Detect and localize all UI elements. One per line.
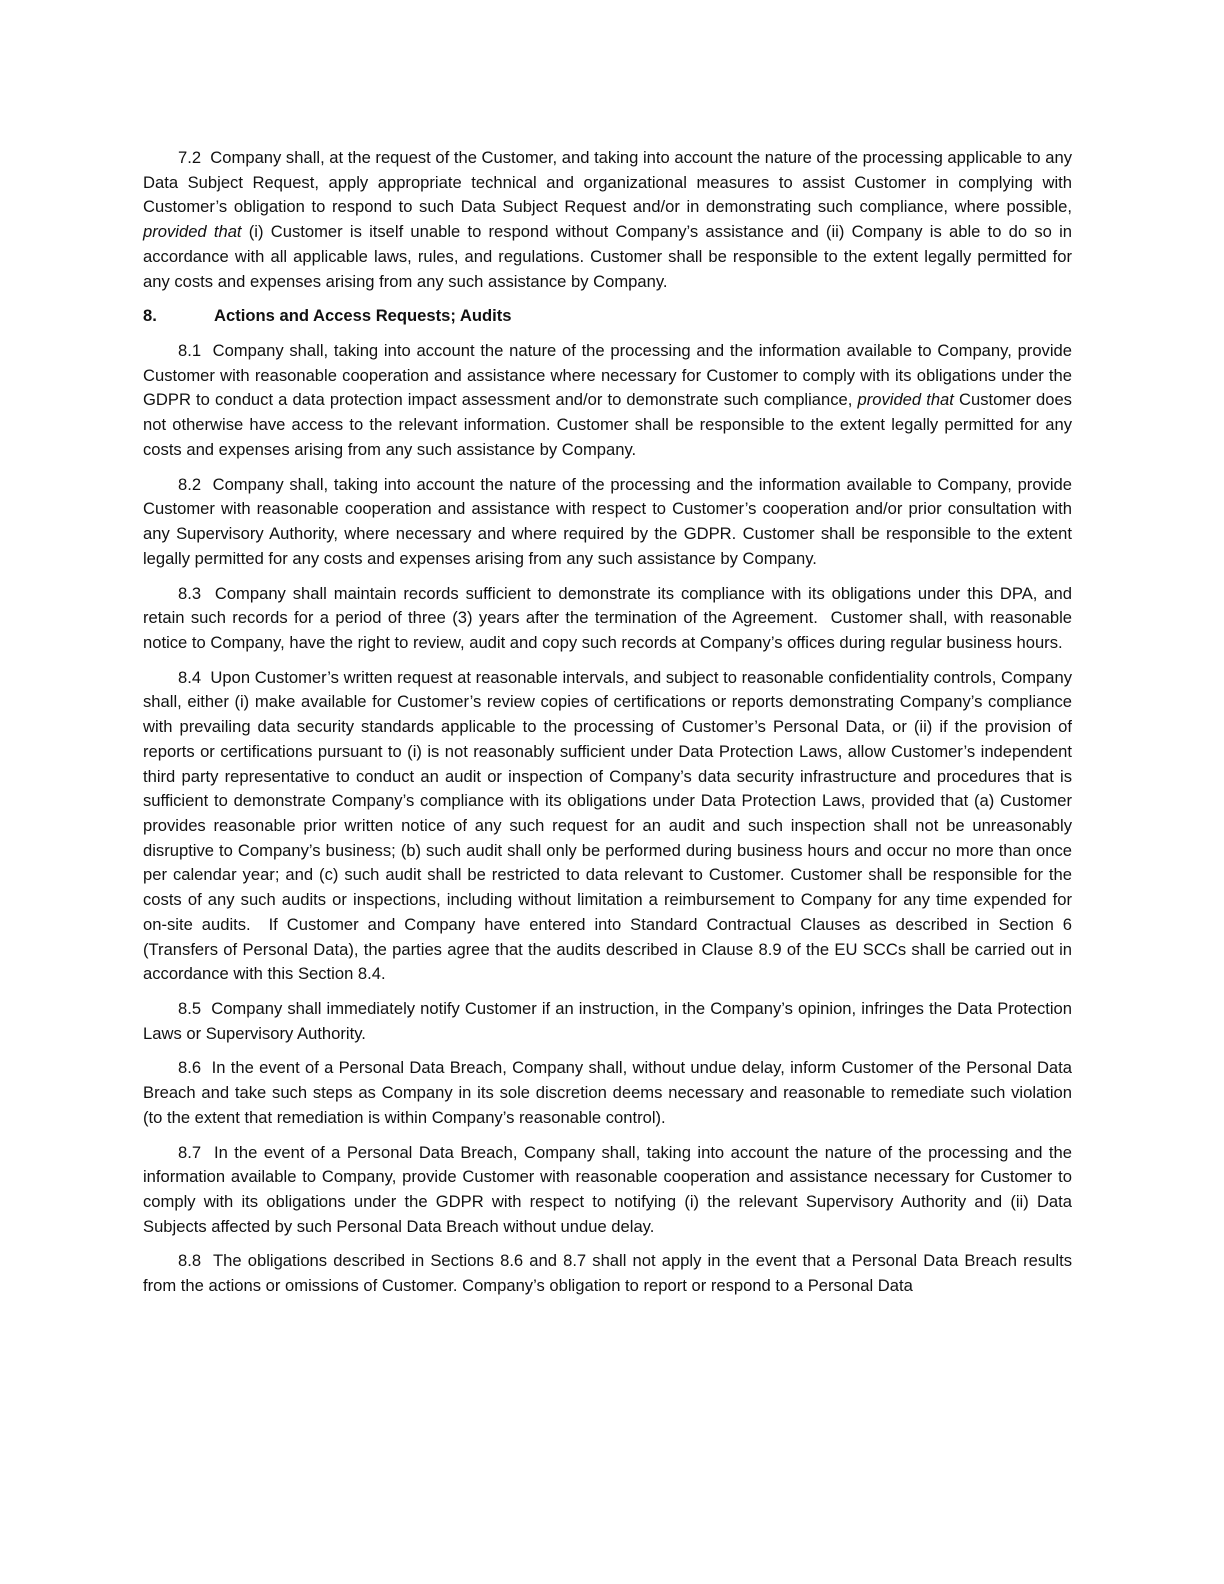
body-text: 8.2 Company shall, taking into account the nature of the processing and the information available to Company, provide Customer with reasonable cooperation and assistance with respect to Customer’s cooperation and/or prior consultation with any Supervisory Authority, where necessary and where required by the GDPR. Customer shall be responsible to the extent legally permitted for any costs and expenses arising from any such assistance by Company. (143, 474, 1072, 568)
body-text: 8.6 In the event of a Personal Data Breach, Company shall, without undue delay, inform Customer of the Personal Data Breach and take such steps as Company in its sole discretion deems necessary and reasonable to remediate such violation (to the extent that remediation is within Company’s reasonable control). (143, 1058, 1072, 1127)
body-text: (i) Customer is itself unable to respond without Company’s assistance and (ii) Company is able to do so in accordance with all applicable laws, rules, and regulations. Customer shall be responsible to the extent legally permitted for any costs and expenses arising from any such assistance by Company. (143, 222, 1072, 291)
body-text: 8.4 Upon Customer’s written request at reasonable intervals, and subject to reasonable confidentiality controls, Company shall, either (i) make available for Customer’s review copies of certifications or reports demonstrating Company’s compliance with prevailing data security standards applicable to the processing of Customer’s Personal Data, or (ii) if the provision of reports or certifications pursuant to (i) is not reasonably sufficient under Data Protection Laws, allow Customer’s independent third party representative to conduct an audit or inspection of Company’s data security infrastructure and procedures that is sufficient to demonstrate Company’s compliance with its obligations under Data Protection Laws, provided that (a) Customer provides reasonable prior written notice of any such request for an audit and such inspection shall not be unreasonably disruptive to Company’s business; (b) such audit shall only be performed during business hours and occur no more than once per calendar year; and (c) such audit shall be restricted to data relevant to Customer. Customer shall be responsible for the costs of any such audits or inspections, including without limitation a reimbursement to Company for any time expended for on-site audits. If Customer and Company have entered into Standard Contractual Clauses as described in Section 6 (Transfers of Personal Data), the parties agree that the audits described in Clause 8.9 of the EU SCCs shall be carried out in accordance with this Section 8.4. (143, 667, 1072, 984)
italic-text: provided that (857, 390, 954, 410)
section-8-heading (143, 304, 1072, 329)
clause-8-1 (143, 339, 1072, 463)
body-text: 8.1 Company shall, taking into account the nature of the processing and the information available to Company, provide Customer with reasonable cooperation and assistance where necessary for Customer to comply with its obligations under the GDPR to conduct a data protection impact assessment and/or to demonstrate such compliance, (143, 341, 1072, 410)
clause-8-4 (143, 666, 1072, 987)
heading-title: Actions and Access Requests; Audits (214, 306, 512, 326)
clause-8-8 (143, 1249, 1072, 1298)
italic-text: provided that (143, 222, 242, 242)
body-text: 8.8 The obligations described in Sections 8.6 and 8.7 shall not apply in the event that a Personal Data Breach results from the actions or omissions of Customer. Company’s obligation to report or respond to a Personal Data (143, 1251, 1072, 1296)
body-text: 8.3 Company shall maintain records sufficient to demonstrate its compliance with its obligations under this DPA, and retain such records for a period of three (3) years after the termination of the Agreement. Customer shall, with reasonable notice to Company, have the right to review, audit and copy such records at Company’s offices during regular business hours. (143, 583, 1072, 652)
clause-8-3 (143, 582, 1072, 656)
clause-8-6 (143, 1056, 1072, 1130)
clause-8-5 (143, 997, 1072, 1046)
document-body (143, 146, 1072, 1299)
clause-8-7 (143, 1141, 1072, 1240)
heading-number: 8. (143, 306, 157, 326)
body-text: 8.5 Company shall immediately notify Customer if an instruction, in the Company’s opinion, infringes the Data Protection Laws or Supervisory Authority. (143, 999, 1072, 1043)
body-text: Customer does not otherwise have access to the relevant information. Customer shall be responsible to the extent legally permitted for any costs and expenses arising from any such assistance by Company. (143, 390, 1072, 459)
body-text: 7.2 Company shall, at the request of the Customer, and taking into account the nature of the processing applicable to any Data Subject Request, apply appropriate technical and organizational measures to assist Customer in complying with Customer’s obligation to respond to such Data Subject Request and/or in demonstrating such compliance, where possible, (143, 148, 1072, 217)
body-text: 8.7 In the event of a Personal Data Breach, Company shall, taking into account the nature of the processing and the information available to Company, provide Customer with reasonable cooperation and assistance necessary for Customer to comply with its obligations under the GDPR with respect to notifying (i) the relevant Supervisory Authority and (ii) Data Subjects affected by such Personal Data Breach without undue delay. (143, 1142, 1072, 1236)
clause-8-2 (143, 473, 1072, 572)
clause-7-2 (143, 146, 1072, 294)
